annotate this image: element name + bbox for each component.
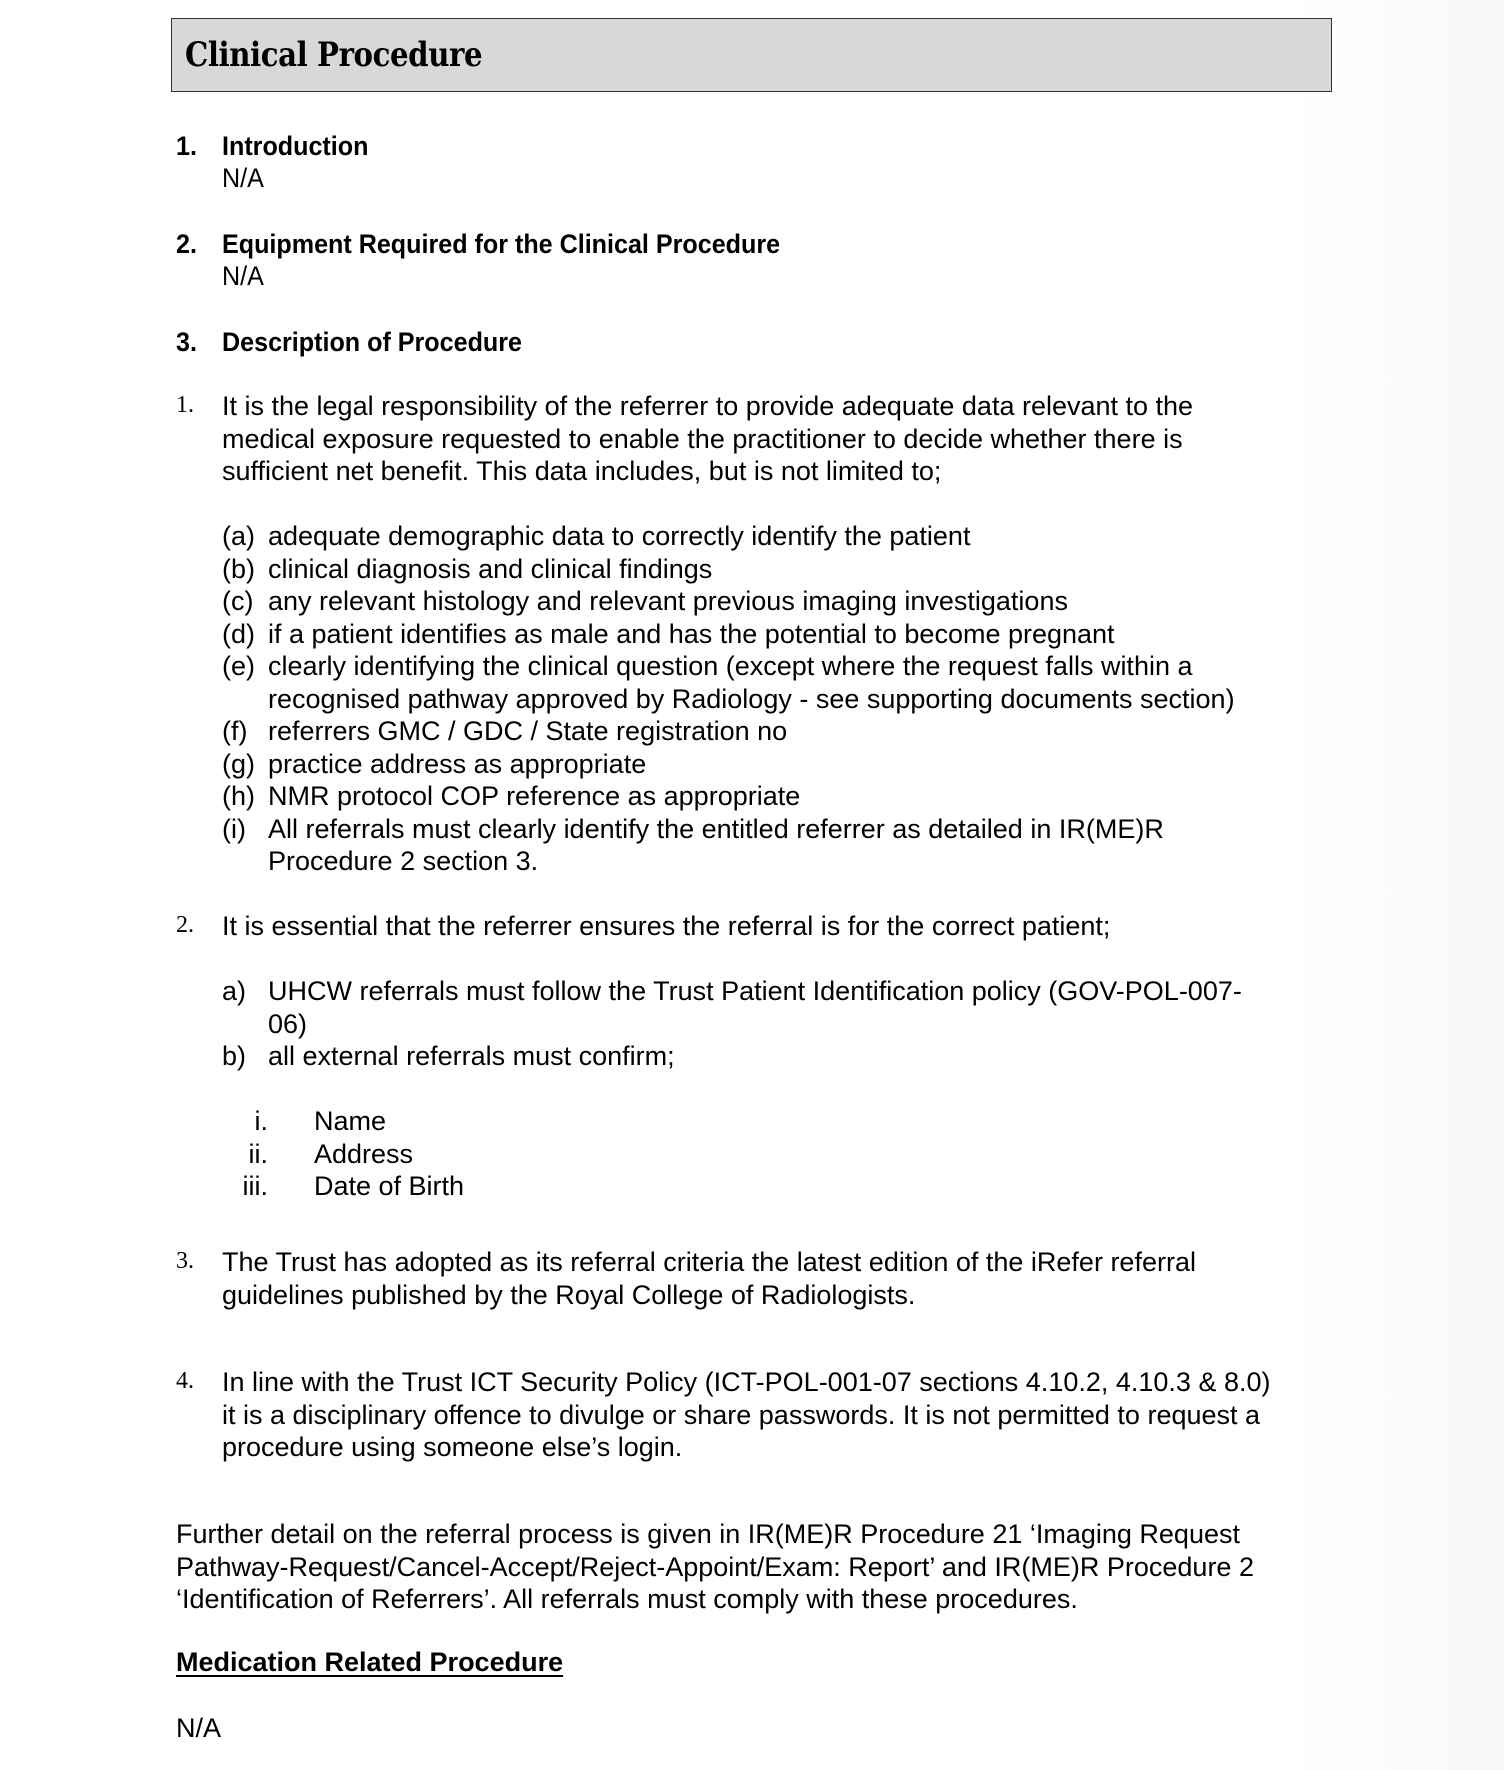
subitem-f: (f) referrers GMC / GDC / State registration no [222, 716, 788, 746]
confirm-item-dob: iii. Date of Birth [242, 1171, 465, 1201]
point-4-line: procedure using someone else’s login. [222, 1432, 683, 1462]
point-4-number: 4. [176, 1368, 194, 1394]
further-detail-line: ‘Identification of Referrers’. All referrals must comply with these procedures. [176, 1584, 1078, 1614]
section-2-number: 2. [176, 229, 197, 259]
further-detail-paragraph [176, 1518, 1254, 1616]
point-2-subitems [222, 975, 1242, 1073]
subitem-h: (h) NMR protocol COP reference as appropriate [222, 781, 801, 811]
point-1-number: 1. [176, 392, 194, 418]
title-banner [171, 18, 1332, 92]
point-2-text: It is essential that the referrer ensures the referral is for the correct patient; [222, 911, 1111, 941]
confirm-item-name: i. Name [254, 1106, 387, 1136]
section-2-body: N/A [222, 261, 264, 291]
medication-body: N/A [176, 1713, 222, 1743]
point-2-number: 2. [176, 912, 194, 938]
subitem-b: (b) clinical diagnosis and clinical findings [222, 553, 713, 584]
section-1-number: 1. [176, 131, 197, 161]
point-4-text [222, 1366, 1270, 1464]
confirm-list [222, 1105, 464, 1203]
subitem-d: (d) if a patient identifies as male and has the potential to become pregnant [222, 618, 1115, 649]
further-detail-line: Pathway-Request/Cancel-Accept/Reject-Appoint/Exam: Report’ and IR(ME)R Procedure 2 [176, 1551, 1254, 1582]
page-title: Clinical Procedure [185, 35, 483, 75]
subitem-i: (i) All referrals must clearly identify the entitled referrer as detailed in IR(ME)R [222, 813, 1164, 844]
subitem-c: (c) any relevant histology and relevant previous imaging investigations [222, 586, 1068, 616]
point-1-line: It is the legal responsibility of the referrer to provide adequate data relevant to the [222, 391, 1194, 421]
section-3-number: 3. [176, 327, 197, 357]
section-1-body: N/A [222, 163, 264, 193]
subitem-e: (e) clearly identifying the clinical question (except where the request falls within a [222, 651, 1193, 681]
subitem-e-cont: recognised pathway approved by Radiology - see supporting documents section) [268, 683, 1235, 714]
point-4-line: it is a disciplinary offence to divulge or share passwords. It is not permitted to request a [222, 1399, 1261, 1430]
section-1-heading: Introduction [222, 131, 369, 161]
point-3-text [222, 1246, 1196, 1311]
subitem-g: (g) practice address as appropriate [222, 748, 647, 779]
point-3-line: The Trust has adopted as its referral criteria the latest edition of the iRefer referral [222, 1247, 1196, 1277]
point-1-subitems [222, 520, 1235, 878]
subitem-a: (a) adequate demographic data to correctly identify the patient [222, 521, 971, 551]
subitem-b-external: b) all external referrals must confirm; [222, 1041, 675, 1071]
point-3-number: 3. [176, 1248, 194, 1274]
point-3-line: guidelines published by the Royal College of Radiologists. [222, 1279, 916, 1310]
subitem-a-uhcw: a) UHCW referrals must follow the Trust Patient Identification policy (GOV-POL-007- [222, 976, 1242, 1006]
subitem-i-cont: Procedure 2 section 3. [268, 846, 539, 876]
subitem-a-uhcw-cont: 06) [268, 1008, 308, 1039]
point-1-line: sufficient net benefit. This data includes, but is not limited to; [222, 456, 942, 486]
confirm-item-address: ii. Address [248, 1138, 414, 1169]
point-1-text [222, 390, 1193, 488]
further-detail-line: Further detail on the referral process is given in IR(ME)R Procedure 21 ‘Imaging Request [176, 1519, 1240, 1549]
medication-heading: Medication Related Procedure [176, 1647, 564, 1677]
point-4-line: In line with the Trust ICT Security Policy (ICT-POL-001-07 sections 4.10.2, 4.10.3 & 8.0) [222, 1367, 1271, 1397]
point-1-line: medical exposure requested to enable the practitioner to decide whether there is [222, 423, 1183, 454]
section-2-heading: Equipment Required for the Clinical Procedure [222, 229, 781, 259]
section-3-heading: Description of Procedure [222, 327, 522, 357]
